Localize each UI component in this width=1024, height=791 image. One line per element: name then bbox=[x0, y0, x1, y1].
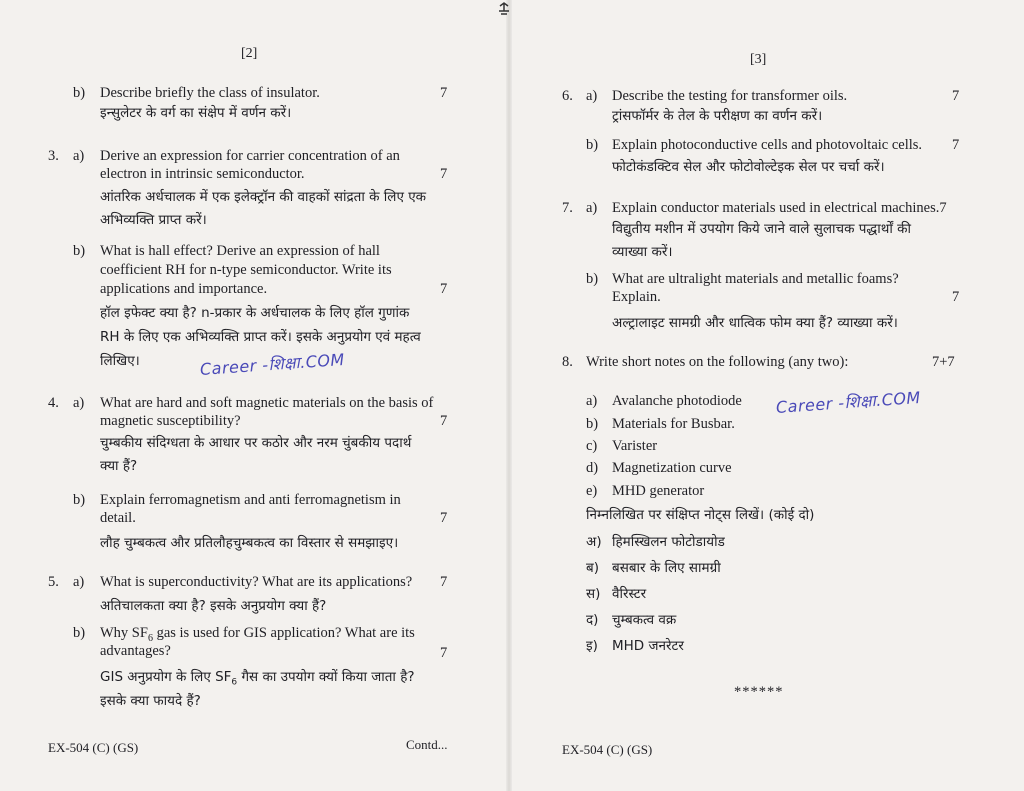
q2b-label: b) bbox=[73, 85, 86, 101]
q6b-hindi: फोटोकंडक्टिव सेल और फोटोवोल्टेइक सेल पर चर्चा करें। bbox=[612, 159, 885, 175]
q5a-label: a) bbox=[73, 574, 85, 590]
q5b-marks: 7 bbox=[440, 645, 448, 661]
q4b-text-2: detail. bbox=[100, 510, 136, 526]
q8-item-label: c) bbox=[586, 438, 598, 454]
q7a-text: Explain conductor materials used in electrical machines.7 bbox=[612, 200, 947, 216]
q8-hindi: निम्नलिखित पर संक्षिप्त नोट्स लिखें। (कोई दो) bbox=[586, 507, 815, 523]
q3a-hindi-1: आंतरिक अर्धचालक में एक इलेक्ट्रॉन की वाहकों सांद्रता के लिए एक bbox=[100, 189, 427, 205]
footer-code: EX-504 (C) (GS) bbox=[48, 740, 139, 755]
q3b-label: b) bbox=[73, 243, 86, 259]
q8-hindi-item-label: स) bbox=[586, 586, 601, 602]
q7a-label: a) bbox=[586, 200, 598, 216]
q8-item: Magnetization curve bbox=[612, 460, 732, 476]
q8-text: Write short notes on the following (any two): bbox=[586, 354, 849, 370]
left-page bbox=[0, 0, 510, 791]
q2b-hindi: इन्सुलेटर के वर्ग का संक्षेप में वर्णन करें। bbox=[100, 105, 292, 121]
footer-code: EX-504 (C) (GS) bbox=[562, 742, 653, 757]
q3a-marks: 7 bbox=[440, 166, 448, 182]
watermark: Career -शिक्षा.COM bbox=[775, 387, 922, 417]
q8-item: Varister bbox=[612, 438, 658, 454]
q8-hindi-item-label: ब) bbox=[586, 560, 599, 576]
end-mark: ****** bbox=[734, 684, 784, 700]
q3a-label: a) bbox=[73, 148, 85, 164]
q3b-hindi-3: लिखिए। bbox=[100, 353, 140, 369]
q8-hindi-item: वैरिस्टर bbox=[612, 586, 647, 602]
page-number: [2] bbox=[241, 46, 258, 61]
q3-number: 3. bbox=[48, 148, 59, 164]
q8-item-label: b) bbox=[586, 416, 599, 432]
q4b-label: b) bbox=[73, 492, 86, 508]
q4a-hindi-1: चुम्बकीय संदिग्धता के आधार पर कठोर और नरम चुंबकीय पदार्थ bbox=[100, 435, 412, 451]
q7a-hindi-2: व्याख्या करें। bbox=[612, 244, 673, 260]
q5b-hindi-2: इसके क्या फायदे हैं? bbox=[100, 693, 201, 709]
q7b-label: b) bbox=[586, 271, 599, 287]
footer-contd: Contd... bbox=[406, 737, 448, 752]
q4a-label: a) bbox=[73, 395, 85, 411]
q5-number: 5. bbox=[48, 574, 59, 590]
q8-hindi-item: चुम्बकत्व वक्र bbox=[612, 612, 677, 628]
q7a-hindi-1: विद्युतीय मशीन में उपयोग किये जाने वाले सुलाचक पद्धार्थों की bbox=[612, 221, 911, 237]
q5b-text-2: advantages? bbox=[100, 643, 171, 659]
q7b-text-1: What are ultralight materials and metallic foams? bbox=[612, 271, 899, 287]
q5a-marks: 7 bbox=[440, 574, 448, 590]
watermark: Career -शिक्षा.COM bbox=[199, 349, 346, 379]
q4a-text-1: What are hard and soft magnetic materials on the basis of bbox=[100, 395, 434, 411]
q4b-hindi: लौह चुम्बकत्व और प्रतिलौहचुम्बकत्व का विस्तार से समझाइए। bbox=[100, 535, 399, 551]
q7b-marks: 7 bbox=[952, 289, 960, 305]
q3b-marks: 7 bbox=[440, 281, 448, 297]
q7b-text-2: Explain. bbox=[612, 289, 661, 305]
q4a-hindi-2: क्या हैं? bbox=[100, 458, 138, 474]
q8-hindi-item: MHD जनरेटर bbox=[612, 638, 684, 654]
q8-marks: 7+7 bbox=[932, 354, 955, 370]
q5a-hindi: अतिचालकता क्या है? इसके अनुप्रयोग क्या हैं? bbox=[100, 598, 327, 614]
q5a-text: What is superconductivity? What are its applications? bbox=[100, 574, 413, 590]
q3b-hindi-1: हॉल इफेक्ट क्या है? n-प्रकार के अर्धचालक के लिए हॉल गुणांक bbox=[100, 305, 410, 321]
q6-number: 6. bbox=[562, 88, 573, 104]
q3a-text-2: electron in intrinsic semiconductor. bbox=[100, 166, 305, 182]
q6a-label: a) bbox=[586, 88, 598, 104]
q3b-hindi-2: RH के लिए एक अभिव्यक्ति प्राप्त करें। इसके अनुप्रयोग एवं महत्व bbox=[100, 329, 421, 345]
q3a-hindi-2: अभिव्यक्ति प्राप्त करें। bbox=[100, 212, 207, 228]
q8-hindi-item-label: अ) bbox=[586, 534, 602, 550]
q8-hindi-item: हिमस्खिलन फोटोडायोड bbox=[612, 534, 725, 550]
q6a-marks: 7 bbox=[952, 88, 960, 104]
q8-item-label: a) bbox=[586, 393, 598, 409]
q8-number: 8. bbox=[562, 354, 573, 370]
q4a-text-2: magnetic susceptibility? bbox=[100, 413, 241, 429]
q5b-label: b) bbox=[73, 625, 86, 641]
q4-number: 4. bbox=[48, 395, 59, 411]
q6b-label: b) bbox=[586, 137, 599, 153]
q2b-text: Describe briefly the class of insulator. bbox=[100, 85, 320, 101]
q5b-text-1: Why $SF_6$ gas is used for GIS application? What are its bbox=[100, 625, 415, 644]
q8-hindi-item: बसबार के लिए सामग्री bbox=[612, 560, 721, 576]
q3b-text-1: What is hall effect? Derive an expression of hall bbox=[100, 243, 380, 259]
q8-item: Materials for Busbar. bbox=[612, 416, 735, 432]
q5b-hindi-1: GIS अनुप्रयोग के लिए $SF_6$ गैस का उपयोग क्यों किया जाता है? bbox=[100, 669, 415, 688]
q6a-text: Describe the testing for transformer oils. bbox=[612, 88, 848, 104]
q3a-text-1: Derive an expression for carrier concentration of an bbox=[100, 148, 400, 164]
q7b-hindi: अल्ट्रालाइट सामग्री और धात्विक फोम क्या हैं? व्याख्या करें। bbox=[612, 315, 898, 331]
right-page bbox=[510, 0, 1024, 791]
q4a-marks: 7 bbox=[440, 413, 448, 429]
q8-item-label: e) bbox=[586, 483, 598, 499]
q4b-text-1: Explain ferromagnetism and anti ferromagnetism in bbox=[100, 492, 401, 508]
page-number: [3] bbox=[750, 52, 767, 67]
q8-hindi-item-label: द) bbox=[586, 612, 599, 628]
q3b-text-2: coefficient RH for n-type semiconductor. Write its bbox=[100, 262, 392, 278]
q8-item-label: d) bbox=[586, 460, 599, 476]
q4b-marks: 7 bbox=[440, 510, 448, 526]
q2b-marks: 7 bbox=[440, 85, 448, 101]
q8-item: MHD generator bbox=[612, 483, 705, 499]
q8-hindi-item-label: इ) bbox=[586, 638, 598, 654]
q7-number: 7. bbox=[562, 200, 573, 216]
q6a-hindi: ट्रांसफॉर्मर के तेल के परीक्षण का वर्णन करें। bbox=[612, 108, 823, 124]
q6b-marks: 7 bbox=[952, 137, 960, 153]
q3b-text-3: applications and importance. bbox=[100, 281, 268, 297]
q8-item: Avalanche photodiode bbox=[612, 393, 742, 409]
q6b-text: Explain photoconductive cells and photovoltaic cells. bbox=[612, 137, 923, 153]
